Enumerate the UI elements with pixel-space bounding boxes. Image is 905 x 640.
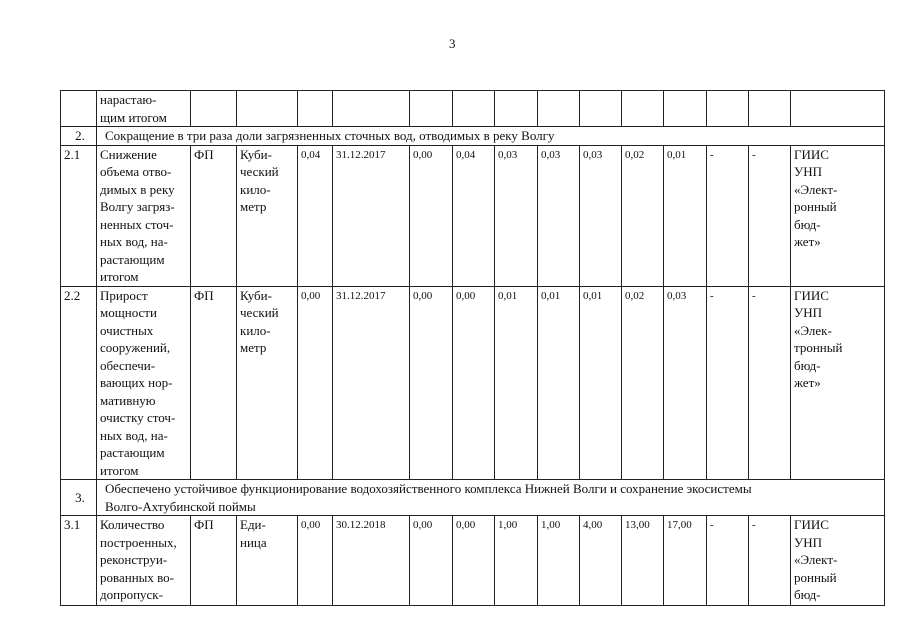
cell-value: 0,02 <box>622 286 664 480</box>
cell-type: ФП <box>191 516 237 606</box>
cell-value: 0,03 <box>580 145 622 286</box>
cell-num: 2.1 <box>61 145 97 286</box>
table-row-continuation <box>61 91 885 127</box>
cell-source: ГИИС УНП «Элект- ронный бюд- жет» <box>791 145 885 286</box>
cell-value: 1,00 <box>495 516 538 606</box>
cell-num <box>61 91 97 127</box>
cell-name: Прирост мощности очистных сооружений, обеспечи- вающих нор- мативную очистку сточ- ных вод, на- растающим итогом <box>97 286 191 480</box>
cell-source: ГИИС УНП «Элект- ронный бюд- <box>791 516 885 606</box>
cell-value: 0,00 <box>410 516 453 606</box>
cell-type: ФП <box>191 286 237 480</box>
cell-value: 0,01 <box>664 145 707 286</box>
cell-value: 0,01 <box>538 286 580 480</box>
cell-type: ФП <box>191 145 237 286</box>
cell-value: 0,00 <box>453 516 495 606</box>
section-row-2 <box>61 127 885 146</box>
cell-value: 1,00 <box>538 516 580 606</box>
cell-base-date: 30.12.2018 <box>333 516 410 606</box>
cell-base-value: 0,00 <box>298 516 333 606</box>
cell-value: 0,03 <box>495 145 538 286</box>
cell-num: 3.1 <box>61 516 97 606</box>
cell-value: - <box>749 286 791 480</box>
section-title: Сокращение в три раза доли загрязненных сточных вод, отводимых в реку Волгу <box>97 127 885 146</box>
cell-value: 0,03 <box>664 286 707 480</box>
cell-base-value: 0,00 <box>298 286 333 480</box>
cell-base-date: 31.12.2017 <box>333 145 410 286</box>
cell-name: Количество построенных, реконструи- рованных во- допропуск- <box>97 516 191 606</box>
cell-value: 17,00 <box>664 516 707 606</box>
cell-unit: Еди- ница <box>237 516 298 606</box>
cell-value: - <box>707 286 749 480</box>
cell-value: 13,00 <box>622 516 664 606</box>
cell-base-date: 31.12.2017 <box>333 286 410 480</box>
cell-name: нарастаю- щим итогом <box>97 91 191 127</box>
table-row <box>61 286 885 480</box>
cell-value: 0,03 <box>538 145 580 286</box>
cell-value: 0,01 <box>495 286 538 480</box>
cell-value: 0,01 <box>580 286 622 480</box>
cell-value: 0,04 <box>453 145 495 286</box>
cell-name: Снижение объема отво- димых в реку Волгу загряз- ненных сточ- ных вод, на- растающим итогом <box>97 145 191 286</box>
cell-unit: Куби- ческий кило- метр <box>237 286 298 480</box>
section-title: Обеспечено устойчивое функционирование водохозяйственного комплекса Нижней Волги и сохранение экосистемы Волго-Ахтубинской поймы <box>97 480 885 516</box>
cell-unit: Куби- ческий кило- метр <box>237 145 298 286</box>
cell-value: 0,00 <box>453 286 495 480</box>
page-number: 3 <box>449 36 456 51</box>
cell-source: ГИИС УНП «Элек- тронный бюд- жет» <box>791 286 885 480</box>
table-row <box>61 516 885 606</box>
cell-value: 0,00 <box>410 145 453 286</box>
cell-base-value: 0,04 <box>298 145 333 286</box>
section-row-3 <box>61 480 885 516</box>
section-number: 2. <box>61 127 97 146</box>
cell-value: - <box>707 516 749 606</box>
cell-value: 0,00 <box>410 286 453 480</box>
cell-value: 0,02 <box>622 145 664 286</box>
cell-num: 2.2 <box>61 286 97 480</box>
table-row <box>61 145 885 286</box>
section-number: 3. <box>61 480 97 516</box>
cell-value: 4,00 <box>580 516 622 606</box>
cell-value: - <box>749 516 791 606</box>
cell-value: - <box>707 145 749 286</box>
indicators-table <box>60 90 885 606</box>
cell-value: - <box>749 145 791 286</box>
